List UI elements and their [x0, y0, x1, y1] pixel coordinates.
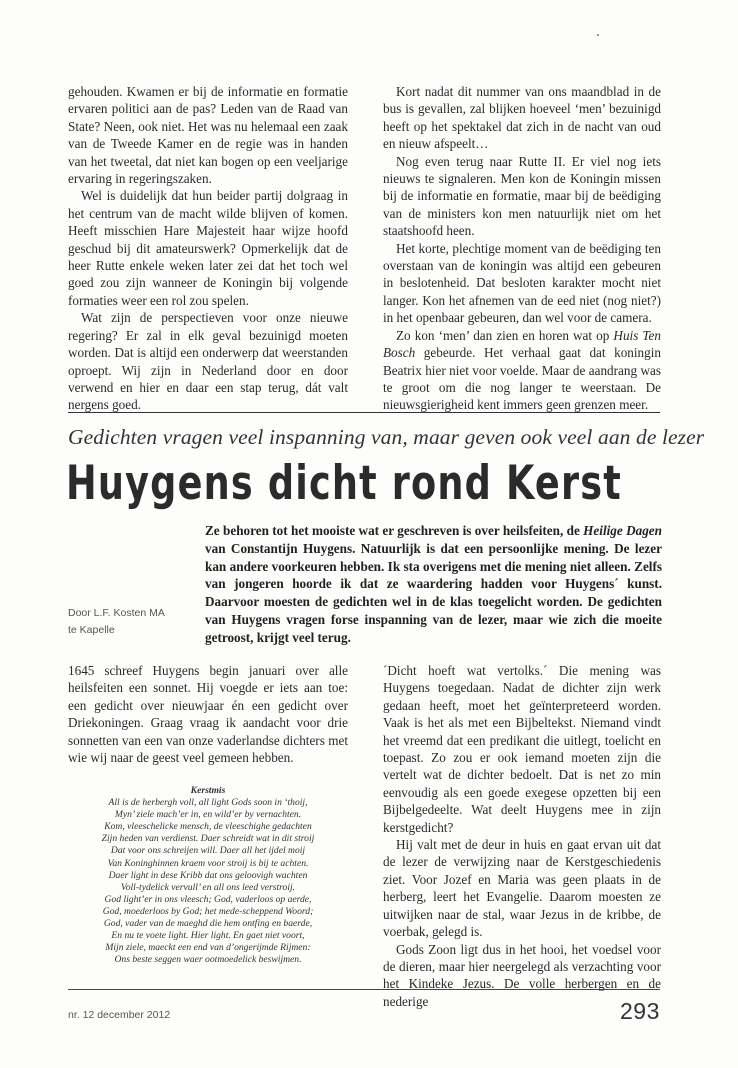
article-subtitle: Gedichten vragen veel inspanning van, maar geven ook veel aan de lezer	[68, 425, 705, 449]
paragraph: Gods Zoon ligt dus in het hooi, het voedsel voor de dieren, maar hier neergelegd als verzachting voor het Kindeke Jezus. De volle herbergen en de nederige	[383, 941, 661, 1009]
footer-divider	[68, 989, 660, 990]
lead-part: Ze behoren tot het mooiste wat er geschreven is over heilsfeiten, de	[205, 523, 584, 538]
byline-place: te Kapelle	[68, 624, 115, 636]
paragraph: Hij valt met de deur in huis en gaat ervan uit dat de lezer de verwijzing naar de Kerstgeschiedenis ziet. Voor Jozef en Maria was geen plaats in de herberg, leert het Evangelie. Daarom moesten ze uitwijken naar de stal, waar Jezus in de kribbe, de voerbak, gelegd is.	[383, 837, 661, 940]
paragraph: gehouden. Kwamen er bij de informatie en formatie ervaren politici aan de pas? Leden van de Raad van State? Neen, ook niet. Het was nu helemaal een zaak van de Tweede Kamer en de regie was in handen van het tweetal, dat niet kan bogen op een veeljarige ervaring in regeringszaken.	[68, 84, 348, 187]
poem-line: Voll-tydelick vervull’ en all ons leed verstroij.	[120, 881, 296, 893]
lead-part: van Constantijn Huygens. Natuurlijk is dat een persoonlijke mening. De lezer kan andere voorkeuren hebben. Ik sta overigens met die mening niet alleen. Zelfs van jongeren hoorde ik dat ze waardering hadden voor Huygens´ kunst. Daarvoor moesten de gedichten wel in de klas toegelicht worden. De gedichten van Huygens vragen forse inspanning van de lezer, maar wie zich die moeite getroost, krijgt veel terug.	[205, 540, 662, 645]
paragraph: Wat zijn de perspectieven voor onze nieuwe regering? Er zal in elk geval bezuinigd moeten worden. Dat is altijd een onderwerp dat weerstanden oproept. Wij zijn in Nederland door en door verwend en hier en daar een stap terug, dát valt nergens goed.	[68, 310, 348, 413]
speck	[597, 34, 599, 36]
poem-line: Ons beste seggen waer ootmoedelick beswijmen.	[114, 954, 302, 966]
divider	[68, 412, 660, 413]
paragraph: Nog even terug naar Rutte II. Er viel nog iets nieuws te signaleren. Men kon de Koningin missen bij de informatie en formatie, maar bij de beëdiging van de ministers kon men natuurlijk niet om het staatshoofd heen.	[383, 153, 661, 239]
poem-line: Myn’ ziele mach’er in, en wild’er by vernachten.	[114, 809, 302, 821]
column-body-right	[383, 662, 661, 1010]
poem-line: Dat voor ons schreijen will. Daer all het ijdel moij	[110, 845, 306, 857]
article-title: Huygens dicht rond Kerst	[66, 456, 622, 511]
paragraph-part: Zo kon ‘men’ dan zien en horen wat op	[396, 327, 614, 343]
column-top-right	[383, 83, 661, 414]
lead-italic: Heilige Dagen	[583, 523, 662, 538]
paragraph: Wel is duidelijk dat hun beider partij dolgraag in het centrum van de macht wilde blijven of komen. Heeft misschien Hare Majesteit haar wijze hoofd geschud bij dit amateurswerk? Opmerkelijk dat de heer Rutte enkele weken later zei dat het toch wel goed zou zijn wanneer de Koningin bij volgende formaties weer een rol zou spelen.	[68, 188, 348, 308]
poem-line: Van Koninghinnen kraem voor stroij is bij te achten.	[107, 857, 309, 869]
column-top-left	[68, 83, 348, 414]
paragraph	[383, 327, 661, 414]
poem-line: Zijn heden van verdienst. Daer schreidt wat in dit stroij	[101, 833, 315, 845]
poem-title: Kerstmis	[190, 785, 226, 796]
column-body-left	[68, 662, 348, 766]
poem-line: All is de herbergh voll, all light Gods soon in ‘thoij,	[108, 797, 308, 809]
byline	[68, 605, 165, 639]
page-number: 293	[620, 998, 660, 1024]
poem-line: Kom, vleeschelicke mensch, de vleeschighe gedachten	[104, 821, 312, 833]
issue-label: nr. 12 december 2012	[68, 1009, 171, 1021]
paragraph: Kort nadat dit nummer van ons maandblad in de bus is gevallen, zal blijken hoeveel ‘men’ bezuinigd heeft op het spektakel dat zich in de nacht van oud en nieuw afspeelt…	[383, 84, 661, 152]
poem-line: God light’er in ons vleesch; God, vaderloos op aerde,	[104, 893, 312, 905]
byline-author: Door L.F. Kosten MA	[68, 607, 165, 619]
paragraph: ´Dicht hoeft wat vertolks.´ Die mening was Huygens toegedaan. Nadat de dichter zijn werk gedaan heeft, moet het geïnterpreteerd worden. Vaak is het als met een Bijbeltekst. Niemand vindt het vreemd dat een predikant die uitlegt, toelicht en toepast. Zo zou er ook iemand moeten zijn die vertelt wat de dichter bedoelt. Dat is net zo min eenvoudig als een goede exegese opzetten bij een Bijbelgedeelte. Wat deelt Huygens mee in zijn kerstgedicht?	[383, 663, 661, 835]
poem-line: Daer light in dese Kribb dat ons geloovigh wachten	[108, 869, 308, 881]
paragraph-italic: Huis Ten Bosch	[383, 327, 661, 361]
poem-line: Mijn ziele, maeckt een end van d’ongerijmde Rijmen:	[105, 942, 311, 954]
poem-line: En nu te voete light. Hier light. En gaet niet voort,	[111, 930, 305, 942]
article-lead	[205, 522, 662, 647]
paragraph: 1645 schreef Huygens begin januari over alle heilsfeiten een sonnet. Hij voegde er iets aan toe: een gedicht over nieuwjaar én een gedicht over Driekoningen. Graag vraag ik aandacht voor drie sonnetten van een van onze vaderlandse dichters met wie wij naar de geest veel gemeen hebben.	[68, 663, 348, 766]
poem-lines	[68, 797, 348, 966]
poem	[68, 785, 348, 966]
paragraph: Het korte, plechtige moment van de beëdiging ten overstaan van de koningin was altijd een gebeuren in beslotenheid. Dat besloten karakter mocht niet langer. Kon het afnemen van de eed niet (nog niet?) in het openbaar gebeuren, dan wel voor de camera.	[383, 240, 661, 326]
poem-line: God, moederloos by God; het mede-scheppend Woord;	[102, 905, 314, 917]
poem-line: God, vader van de maeghd die hem ontfing en baerde,	[103, 918, 313, 930]
paragraph-part: gebeurde. Het verhaal gaat dat koningin Beatrix hier niet voor voelde. Maar de aandrang was te groot om die nog langer te weerstaan. De nieuwsgierigheid kent immers geen grenzen meer.	[383, 345, 661, 413]
